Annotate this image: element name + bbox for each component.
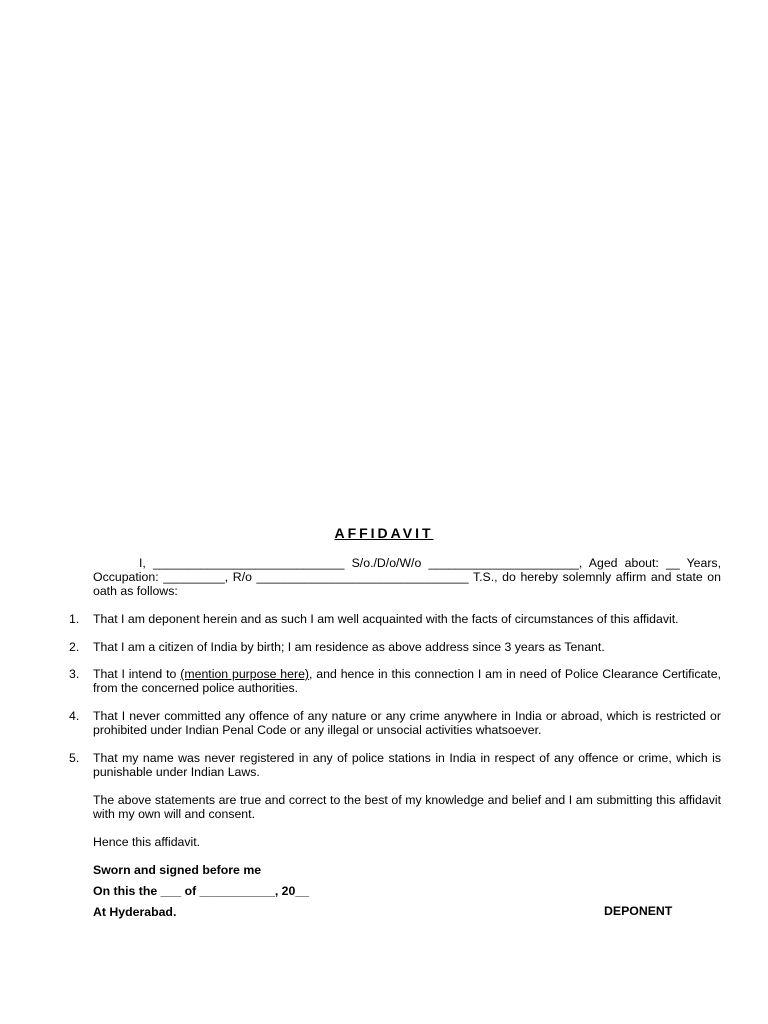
deponent-signature-label: DEPONENT (604, 904, 673, 918)
list-item (69, 640, 721, 654)
list-item (69, 709, 721, 737)
list-item (69, 751, 721, 779)
statement-paragraph: The above statements are true and correct to the best of my knowledge and belief and I am submitting this affidavit with my own will and consent. (93, 793, 721, 821)
intro-paragraph: I, ____________________________ S/o./D/o/W/o ______________________, Aged about: __ Years, Occupation: _________, R/o _______________________________ T.S., do hereby solemnly affirm and state on oath as follows: (93, 556, 721, 598)
item-text-post: , and hence in this connection I am in need of Police Clearance Certificate, from the concerned police authorities. (93, 667, 721, 695)
item-text: That I am deponent herein and as such I am well acquainted with the facts of circumstances of this affidavit. (93, 612, 679, 626)
item-number: 5. (69, 751, 80, 765)
list-item (69, 612, 721, 626)
item-number: 2. (69, 640, 80, 654)
item-text: That I am a citizen of India by birth; I am residence as above address since 3 years as Tenant. (93, 640, 605, 654)
date-line: On this the ___ of ___________, 20__ (93, 884, 310, 898)
item-text: That I never committed any offence of any nature or any crime anywhere in India or abroad, which is restricted or prohibited under Indian Penal Code or any illegal or unsocial activities whatsoever. (93, 709, 721, 737)
item-number: 3. (69, 667, 80, 681)
item-number: 4. (69, 709, 80, 723)
document-title: AFFIDAVIT (334, 525, 434, 541)
item-number: 1. (69, 612, 80, 626)
purpose-placeholder: (mention purpose here) (180, 667, 310, 681)
item-text (93, 667, 721, 695)
hence-paragraph: Hence this affidavit. (93, 835, 201, 849)
item-text: That my name was never registered in any of police stations in India in respect of any offence or crime, which is punishable under Indian Laws. (93, 751, 721, 779)
sworn-line: Sworn and signed before me (93, 863, 262, 877)
item-text-pre: That I intend to (93, 667, 181, 681)
place-line: At Hyderabad. (93, 905, 177, 919)
list-item (69, 667, 721, 695)
